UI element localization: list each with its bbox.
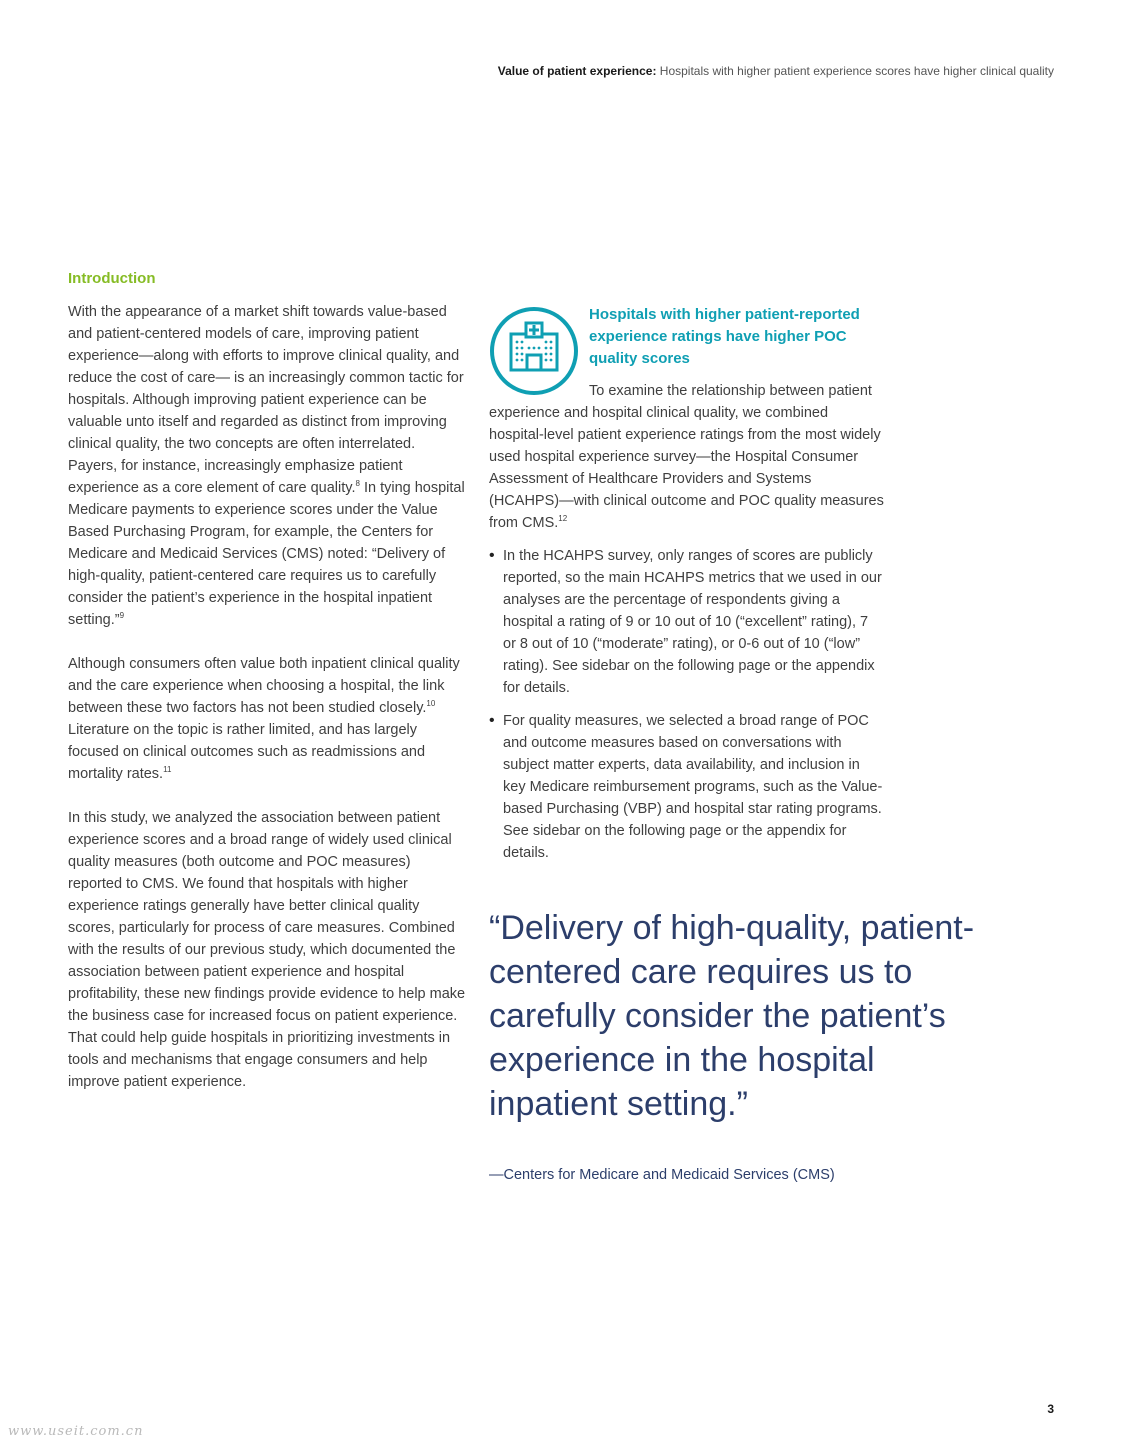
footnote-ref-11[interactable]: 11 (163, 765, 172, 775)
intro-paragraph-2 (68, 653, 468, 785)
pull-quote: “Delivery of high-quality, patient-centered care requires us to carefully consider the patient’s experience in the hospital inpatient setting.” (489, 909, 975, 1123)
footnote-ref-9[interactable]: 9 (119, 611, 125, 621)
watermark-text: www.useit.com.cn (8, 1424, 144, 1439)
method-bullet-list (489, 545, 885, 864)
callout-intro (489, 380, 885, 534)
callout-heading: Hospitals with higher patient-reported experience ratings have higher POC quality scores (589, 306, 860, 367)
footnote-ref-8[interactable]: 8 (355, 479, 360, 489)
running-header-bold: Value of patient experience: (497, 64, 657, 78)
intro-paragraph-3: In this study, we analyzed the association between patient experience scores and a broad range of widely used clinical quality measures (both outcome and POC measures) reported to CMS. We found that hospitals with higher experience ratings generally have better clinical quality scores, particularly for process of care measures. Combined with the results of our previous study, which documented the association between patient experience and hospital profitability, these new findings provide evidence to help make the business case for increased focus on patient experience. That could help guide hospitals in prioritizing investments in tools and mechanisms that engage consumers and help improve patient experience. (68, 810, 466, 1090)
footnote-ref-12[interactable]: 12 (558, 514, 568, 524)
intro-p2-text-a: Although consumers often value both inpatient clinical quality and the care experience when choosing a hospital, the link between these two factors has not been studied closely. (68, 656, 460, 716)
running-header-rest: Hospitals with higher patient experience scores have higher clinical quality (656, 64, 1054, 78)
intro-column (68, 270, 468, 1115)
intro-p1-text-a: With the appearance of a market shift towards value-based and patient-centered models of care, improving patient experience—along with efforts to improve clinical quality, and reduce the cost of care— is an increasingly common tactic for hospitals. Although improving patient experience can be valuable unto itself and regarded as distinct from improving clinical quality, the two concepts are often interrelated. Payers, for instance, increasingly emphasize patient experience as a core element of care quality. (68, 304, 464, 496)
callout-column (489, 304, 885, 875)
bullet-item-hcahps: • In the HCAHPS survey, only ranges of scores are publicly reported, so the main HCAHPS metrics that we used in our analyses are the percentage of respondents giving a hospital a rating of 9 or 10 out of 10 (“excellent” rating), 7 or 8 out of 10 (“moderate” rating), or 0-6 out of 10 (“low” rating). See sidebar on the following page or the appendix for details. (489, 545, 885, 699)
intro-paragraph-1 (68, 301, 468, 631)
page-number: 3 (1047, 1402, 1054, 1416)
intro-p1-text-b: In tying hospital Medicare payments to experience scores under the Value Based Purchasing Program, for example, the Centers for Medicare and Medicaid Services (CMS) noted: “Delivery of high-quality, patient-centered care requires us to carefully consider the patient’s experience in the hospital inpatient setting.” (68, 480, 465, 628)
footnote-ref-10[interactable]: 10 (426, 699, 436, 709)
callout-intro-text: To examine the relationship between patient experience and hospital clinical quality, we combined hospital-level patient experience ratings from the most widely used hospital experience survey—the Hospital Consumer Assessment of Healthcare Providers and Systems (HCAHPS)—with clinical outcome and POC quality measures from CMS. (489, 383, 884, 531)
quote-attribution: —Centers for Medicare and Medicaid Services (CMS) (489, 1167, 835, 1183)
running-header (498, 64, 1054, 78)
bullet-item-quality-measures: • For quality measures, we selected a broad range of POC and outcome measures based on conversations with subject matter experts, data availability, and inclusion in key Medicare reimbursement programs, such as the Value-based Purchasing (VBP) and hospital star rating programs. See sidebar on the following page or the appendix for details. (489, 710, 885, 864)
intro-p2-text-b: Literature on the topic is rather limited, and has largely focused on clinical outcomes such as readmissions and mortality rates. (68, 722, 426, 782)
hospital-icon (489, 306, 579, 396)
section-heading: Introduction (68, 270, 156, 287)
